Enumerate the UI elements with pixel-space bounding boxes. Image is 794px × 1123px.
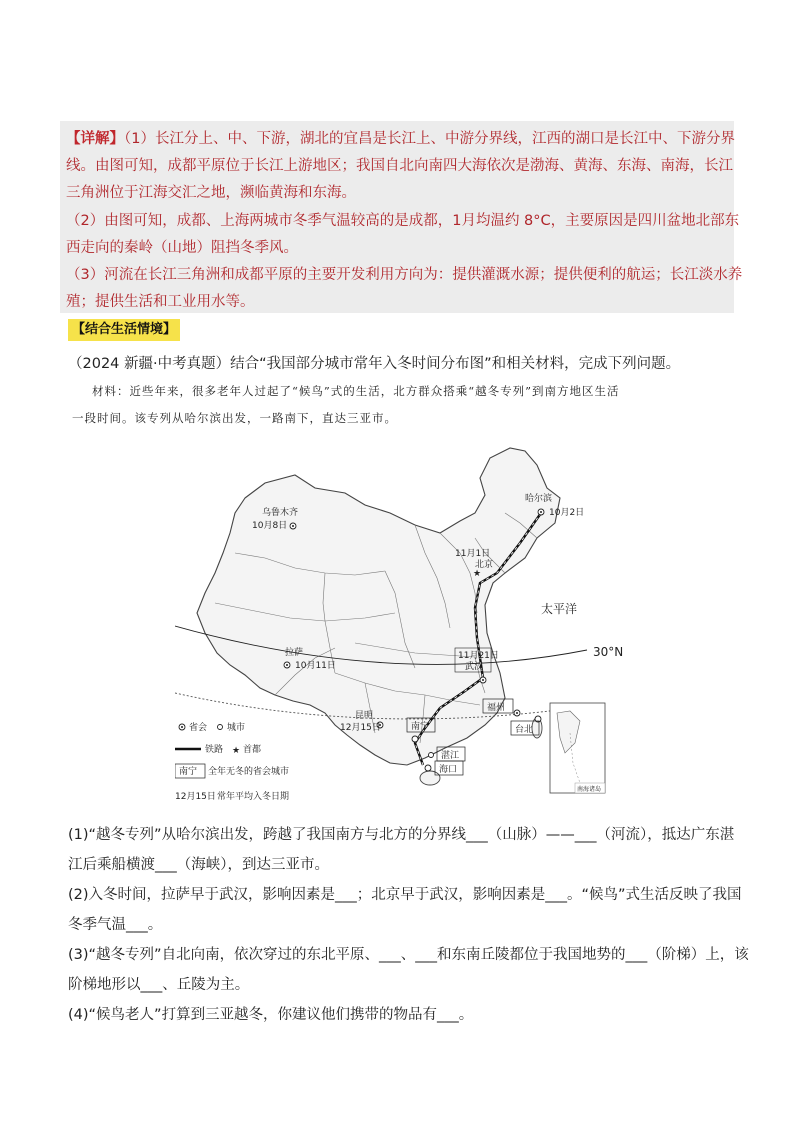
label-kunming-date: 12月15日 bbox=[340, 723, 381, 733]
answer-line-1 bbox=[66, 127, 735, 148]
beijing-star: ★ bbox=[473, 569, 482, 579]
label-30n: 30°N bbox=[593, 645, 624, 659]
legend-star-icon: ★ bbox=[232, 746, 241, 756]
china-outline bbox=[197, 448, 560, 765]
label-haikou: 海口 bbox=[439, 765, 458, 775]
label-lhasa-date: 10月11日 bbox=[295, 661, 336, 671]
legend-capital: 省会 bbox=[189, 723, 208, 733]
legend-national-capital: 首都 bbox=[243, 745, 262, 755]
map-legend bbox=[175, 721, 289, 802]
legend-date-desc: 常年平均入冬日期 bbox=[217, 792, 290, 802]
nanning-marker bbox=[412, 736, 418, 742]
label-harbin-date: 10月2日 bbox=[549, 508, 585, 518]
answer-text-1: （1）长江分上、中、下游，湖北的宜昌是长江上、中游分界线，江西的湖口是长江中、下游分界 bbox=[124, 131, 735, 147]
answer-line-3: 三角洲位于江海交汇之地，濒临黄海和东海。 bbox=[66, 185, 356, 201]
legend-railway: 铁路 bbox=[205, 745, 224, 755]
haikou-marker bbox=[425, 765, 431, 771]
map-svg bbox=[175, 443, 631, 813]
question-2-line-2: 冬季气温___。 bbox=[68, 917, 163, 933]
label-fuzhou: 福州 bbox=[487, 703, 506, 713]
china-winter-map bbox=[175, 443, 631, 813]
label-nanning: 南宁 bbox=[411, 722, 430, 732]
answer-line-7: 殖；提供生活和工业用水等。 bbox=[66, 294, 255, 310]
answer-line-5: 西走向的秦岭（山地）阻挡冬季风。 bbox=[66, 240, 298, 256]
label-zhanjiang: 湛江 bbox=[441, 751, 460, 761]
answer-line-4: （2）由图可知，成都、上海两城市冬季气温较高的是成都，1月均温约 8°C，主要原因是四川盆地北部东 bbox=[66, 213, 740, 229]
label-beijing-date: 11月1日 bbox=[455, 549, 491, 559]
label-urumqi-date: 10月8日 bbox=[252, 521, 288, 531]
question-3-line-2: 阶梯地形以___、丘陵为主。 bbox=[68, 977, 250, 993]
material-line-2: 一段时间。该专列从哈尔滨出发，一路南下，直达三亚市。 bbox=[72, 411, 397, 425]
label-pacific: 太平洋 bbox=[541, 602, 578, 616]
zhanjiang-marker bbox=[429, 753, 434, 758]
question-4: (4)“候鸟老人”打算到三亚越冬，你建议他们携带的物品有___。 bbox=[68, 1007, 474, 1023]
legend-box-sample: 南宁 bbox=[179, 767, 198, 777]
question-intro: （2024 新疆·中考真题）结合“我国部分城市常年入冬时间分布图”和相关材料，完成下列问题。 bbox=[68, 356, 681, 372]
label-kunming: 昆明 bbox=[355, 711, 374, 721]
label-lhasa: 拉萨 bbox=[285, 648, 304, 658]
answer-tag: 【详解】 bbox=[66, 131, 124, 147]
legend-city: 城市 bbox=[227, 723, 246, 733]
label-urumqi: 乌鲁木齐 bbox=[262, 508, 299, 518]
answer-line-2: 线。由图可知，成都平原位于长江上游地区；我国自北向南四大海依次是渤海、黄海、东海、南海，长江 bbox=[66, 158, 733, 174]
question-1-line-1: (1)“越冬专列”从哈尔滨出发，跨越了我国南方与北方的分界线___（山脉）——___（河流），抵达广东湛 bbox=[68, 827, 735, 843]
answer-line-6: （3）河流在长江三角洲和成都平原的主要开发利用方向为：提供灌溉水源；提供便利的航运；长江淡水养 bbox=[66, 267, 743, 283]
label-beijing: 北京 bbox=[475, 560, 494, 570]
label-wuhan: 武汉 bbox=[465, 662, 484, 672]
legend-box-desc: 全年无冬的省会城市 bbox=[208, 767, 290, 777]
label-inset: 南海诸岛 bbox=[577, 786, 602, 793]
question-3-line-1: (3)“越冬专列”自北向南，依次穿过的东北平原、___、___和东南丘陵都位于我国地势的___（阶梯）上，该 bbox=[68, 947, 749, 963]
legend-date-sample: 12月15日 bbox=[175, 792, 216, 802]
label-harbin: 哈尔滨 bbox=[525, 494, 553, 504]
question-1-line-2: 江后乘船横渡___（海峡），到达三亚市。 bbox=[68, 857, 329, 873]
label-taipei: 台北 bbox=[515, 725, 534, 735]
label-wuhan-date: 11月21日 bbox=[458, 651, 499, 661]
hainan-island bbox=[420, 771, 440, 785]
question-2-line-1: (2)入冬时间，拉萨早于武汉，影响因素是___；北京早于武汉，影响因素是___。“候鸟”式生活反映了我国 bbox=[68, 887, 742, 903]
section-label: 【结合生活情境】 bbox=[68, 319, 180, 341]
material-line-1: 材料：近些年来，很多老年人过起了“候鸟”式的生活，北方群众搭乘“越冬专列”到南方地区生活 bbox=[92, 384, 620, 398]
legend-city-icon bbox=[218, 725, 223, 730]
